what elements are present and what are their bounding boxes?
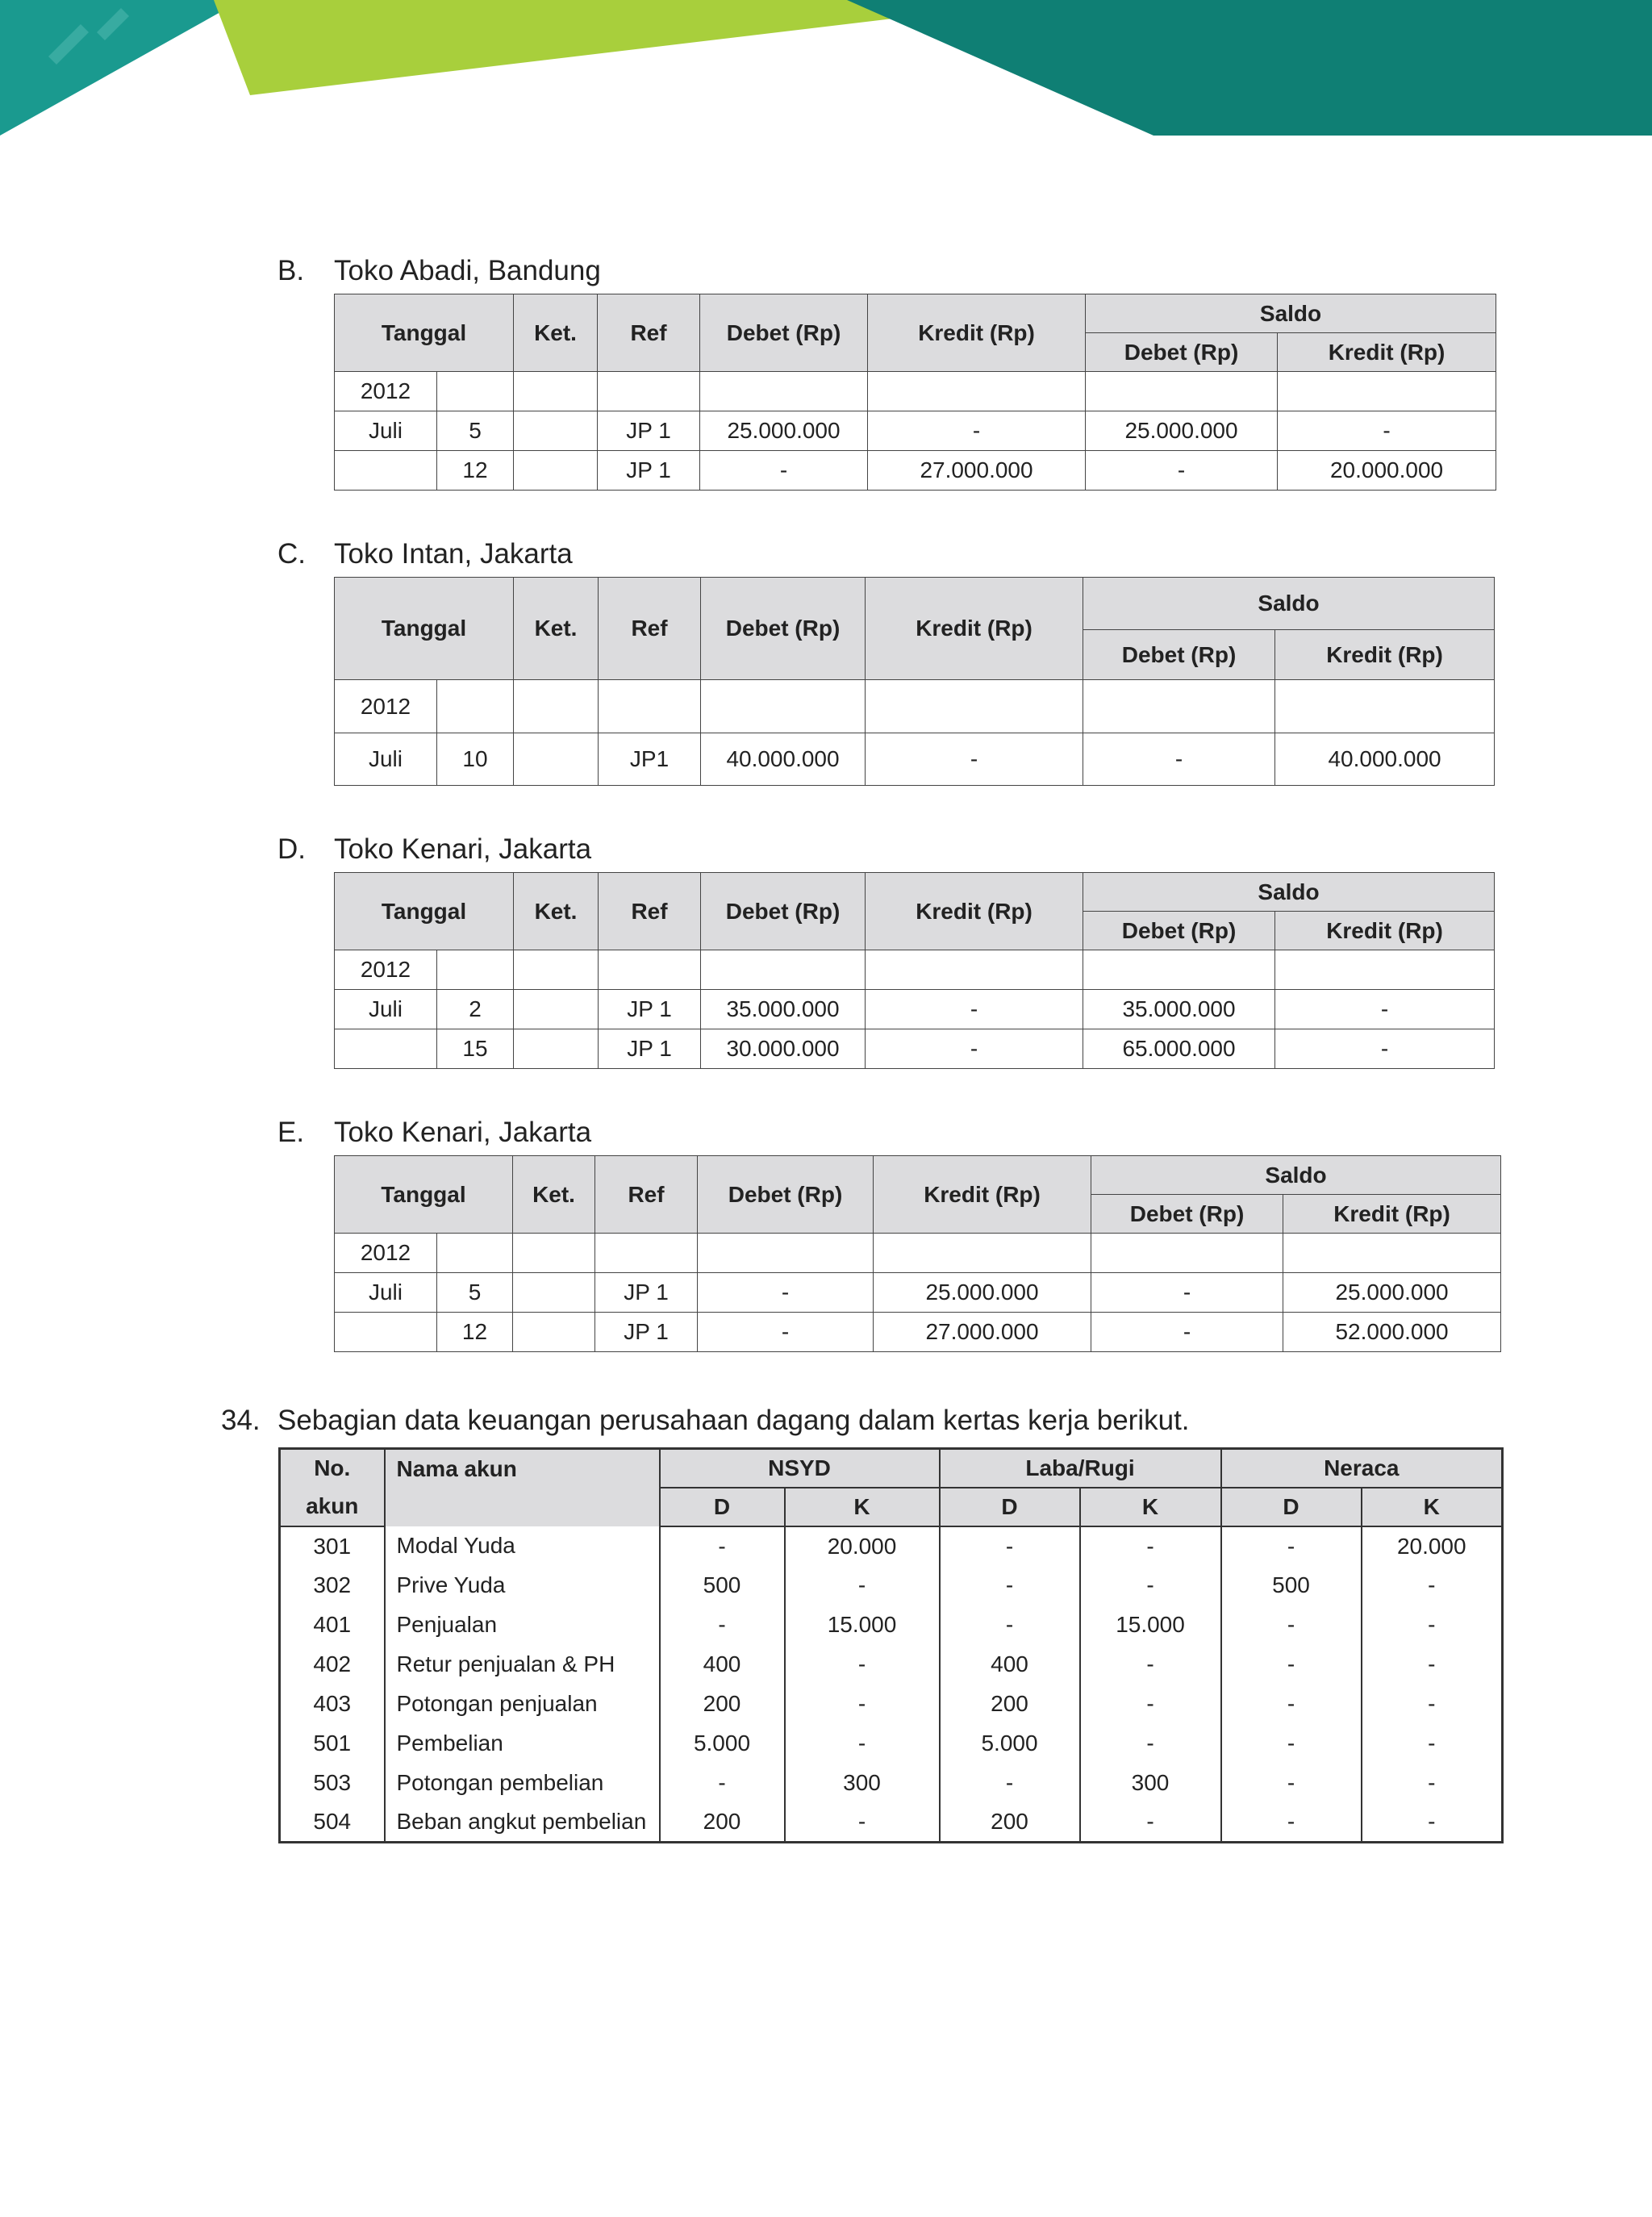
header-neraca: Neraca: [1221, 1449, 1503, 1488]
cell-day: 12: [437, 1313, 513, 1352]
header-kredit: Kredit (Rp): [866, 578, 1083, 680]
ledger-table-b: [334, 294, 1496, 491]
table-row: [280, 1605, 1503, 1645]
cell-nsyd-k: 15.000: [785, 1605, 940, 1645]
cell-ref: JP 1: [595, 1273, 698, 1313]
cell-month: 2012: [335, 680, 437, 733]
cell-saldo-kredit: -: [1275, 990, 1495, 1029]
cell-kredit: 25.000.000: [874, 1273, 1091, 1313]
cell-day: 10: [437, 733, 514, 786]
header-tanggal: Tanggal: [335, 873, 514, 950]
cell-neraca-d: -: [1221, 1685, 1362, 1724]
header-lr-d: D: [940, 1488, 1080, 1526]
cell-month: [335, 451, 437, 491]
cell-saldo-kredit: [1283, 1234, 1501, 1273]
cell-nsyd-k: -: [785, 1803, 940, 1843]
cell-ket: [514, 451, 598, 491]
question-text: Sebagian data keuangan perusahaan dagang dalam kertas kerja berikut.: [277, 1405, 1190, 1436]
cell-ket: [513, 1313, 595, 1352]
table-row: [335, 1273, 1501, 1313]
cell-month: Juli: [335, 990, 437, 1029]
cell-nsyd-k: -: [785, 1724, 940, 1764]
cell-day: 5: [437, 1273, 513, 1313]
header-no: No.: [280, 1449, 385, 1488]
cell-nama: Potongan pembelian: [385, 1764, 660, 1803]
cell-no: 402: [280, 1645, 385, 1685]
cell-nama: Potongan penjualan: [385, 1685, 660, 1724]
cell-nama: Prive Yuda: [385, 1566, 660, 1605]
table-row: [280, 1526, 1503, 1566]
cell-lr-d: -: [940, 1526, 1080, 1566]
cell-month: Juli: [335, 1273, 437, 1313]
cell-kredit: 27.000.000: [874, 1313, 1091, 1352]
cell-nsyd-k: -: [785, 1645, 940, 1685]
cell-ket: [514, 990, 599, 1029]
cell-saldo-debet: 25.000.000: [1086, 411, 1278, 451]
cell-neraca-d: -: [1221, 1764, 1362, 1803]
cell-ref: JP1: [599, 733, 701, 786]
cell-ref: [599, 950, 701, 990]
cell-kredit: [868, 372, 1086, 411]
question-heading: [221, 1405, 1190, 1437]
cell-neraca-d: -: [1221, 1526, 1362, 1566]
cell-ket: [513, 1234, 595, 1273]
cell-nama: Penjualan: [385, 1605, 660, 1645]
cell-month: [335, 1029, 437, 1069]
cell-lr-d: 200: [940, 1803, 1080, 1843]
header-saldo: Saldo: [1083, 873, 1495, 912]
header-kredit: Kredit (Rp): [868, 294, 1086, 372]
cell-ref: [595, 1234, 698, 1273]
cell-kredit: [866, 680, 1083, 733]
cell-debet: 40.000.000: [701, 733, 866, 786]
header-nsyd: NSYD: [660, 1449, 940, 1488]
cell-day: 12: [437, 451, 514, 491]
cell-ket: [514, 372, 598, 411]
table-row: [280, 1685, 1503, 1724]
cell-debet: 30.000.000: [701, 1029, 866, 1069]
cell-no: 504: [280, 1803, 385, 1843]
header-saldo: Saldo: [1091, 1156, 1501, 1195]
cell-kredit: [866, 950, 1083, 990]
section-letter: B.: [277, 255, 305, 286]
cell-saldo-debet: [1083, 680, 1275, 733]
cell-month: 2012: [335, 950, 437, 990]
cell-no: 501: [280, 1724, 385, 1764]
cell-nsyd-d: 200: [660, 1803, 785, 1843]
cell-month: 2012: [335, 1234, 437, 1273]
cell-no: 403: [280, 1685, 385, 1724]
header-saldo-kredit: Kredit (Rp): [1275, 912, 1495, 950]
header-saldo-debet: Debet (Rp): [1083, 912, 1275, 950]
cell-neraca-k: -: [1362, 1724, 1503, 1764]
cell-nsyd-k: -: [785, 1685, 940, 1724]
cell-ket: [514, 950, 599, 990]
cell-nama: Retur penjualan & PH: [385, 1645, 660, 1685]
header-kredit: Kredit (Rp): [866, 873, 1083, 950]
cell-lr-d: -: [940, 1605, 1080, 1645]
cell-lr-k: -: [1080, 1685, 1221, 1724]
cell-nsyd-k: 300: [785, 1764, 940, 1803]
section-letter: E.: [277, 1117, 305, 1148]
cell-day: [437, 372, 514, 411]
header-kredit: Kredit (Rp): [874, 1156, 1091, 1234]
cell-nsyd-k: 20.000: [785, 1526, 940, 1566]
header-ket: Ket.: [514, 873, 599, 950]
cell-nsyd-d: -: [660, 1605, 785, 1645]
banner-dark-teal: [847, 0, 1652, 136]
table-row: [335, 1029, 1495, 1069]
cell-saldo-debet: 65.000.000: [1083, 1029, 1275, 1069]
header-ket: Ket.: [513, 1156, 595, 1234]
cell-kredit: -: [866, 990, 1083, 1029]
table-row: [335, 680, 1495, 733]
cell-nsyd-d: 500: [660, 1566, 785, 1605]
cell-ref: [598, 372, 700, 411]
header-saldo-debet: Debet (Rp): [1086, 333, 1278, 372]
cell-ket: [514, 733, 599, 786]
cell-saldo-kredit: 40.000.000: [1275, 733, 1495, 786]
cell-saldo-debet: -: [1086, 451, 1278, 491]
cell-neraca-k: -: [1362, 1764, 1503, 1803]
cell-lr-d: -: [940, 1566, 1080, 1605]
header-ref: Ref: [598, 294, 700, 372]
cell-day: 2: [437, 990, 514, 1029]
cell-debet: -: [698, 1273, 874, 1313]
header-nsyd-d: D: [660, 1488, 785, 1526]
section-heading-c: [277, 538, 573, 570]
table-row: [280, 1803, 1503, 1843]
cell-no: 401: [280, 1605, 385, 1645]
cell-month: Juli: [335, 733, 437, 786]
section-heading-b: [277, 255, 601, 287]
cell-no: 503: [280, 1764, 385, 1803]
cell-ref: JP 1: [599, 1029, 701, 1069]
cell-nsyd-d: -: [660, 1764, 785, 1803]
cell-no: 301: [280, 1526, 385, 1566]
header-banner: [0, 0, 1652, 137]
cell-debet: [701, 680, 866, 733]
cell-saldo-debet: [1083, 950, 1275, 990]
table-row: [335, 733, 1495, 786]
cell-neraca-d: -: [1221, 1645, 1362, 1685]
cell-kredit: 27.000.000: [868, 451, 1086, 491]
cell-debet: [701, 950, 866, 990]
cell-saldo-kredit: -: [1275, 1029, 1495, 1069]
cell-ket: [514, 411, 598, 451]
cell-saldo-kredit: 25.000.000: [1283, 1273, 1501, 1313]
cell-lr-d: 200: [940, 1685, 1080, 1724]
cell-lr-d: -: [940, 1764, 1080, 1803]
header-nsyd-k: K: [785, 1488, 940, 1526]
header-tanggal: Tanggal: [335, 294, 514, 372]
cell-debet: -: [700, 451, 868, 491]
cell-month: 2012: [335, 372, 437, 411]
section-title: Toko Kenari, Jakarta: [334, 1117, 592, 1148]
table-row: [280, 1724, 1503, 1764]
cell-neraca-k: -: [1362, 1566, 1503, 1605]
cell-nsyd-d: 400: [660, 1645, 785, 1685]
cell-debet: 25.000.000: [700, 411, 868, 451]
cell-debet: -: [698, 1313, 874, 1352]
cell-saldo-debet: -: [1091, 1313, 1283, 1352]
cell-neraca-k: -: [1362, 1685, 1503, 1724]
cell-saldo-debet: [1086, 372, 1278, 411]
cell-debet: 35.000.000: [701, 990, 866, 1029]
header-nama-akun: Nama akun: [385, 1449, 660, 1526]
ledger-table-d: [334, 872, 1495, 1069]
header-ref: Ref: [595, 1156, 698, 1234]
cell-saldo-kredit: -: [1278, 411, 1496, 451]
cell-day: 5: [437, 411, 514, 451]
cell-ket: [513, 1273, 595, 1313]
table-row: [280, 1566, 1503, 1605]
cell-kredit: -: [866, 1029, 1083, 1069]
cell-neraca-d: 500: [1221, 1566, 1362, 1605]
header-debet: Debet (Rp): [701, 578, 866, 680]
header-saldo: Saldo: [1086, 294, 1496, 333]
cell-nama: Modal Yuda: [385, 1526, 660, 1566]
cell-nsyd-d: -: [660, 1526, 785, 1566]
cell-ref: JP 1: [599, 990, 701, 1029]
cell-kredit: -: [868, 411, 1086, 451]
header-ket: Ket.: [514, 294, 598, 372]
header-saldo-debet: Debet (Rp): [1091, 1195, 1283, 1234]
cell-nsyd-d: 5.000: [660, 1724, 785, 1764]
cell-lr-k: 15.000: [1080, 1605, 1221, 1645]
header-neraca-k: K: [1362, 1488, 1503, 1526]
worksheet-table: [278, 1447, 1504, 1843]
cell-saldo-kredit: [1275, 950, 1495, 990]
table-row: [335, 990, 1495, 1029]
header-lr-k: K: [1080, 1488, 1221, 1526]
header-saldo-kredit: Kredit (Rp): [1278, 333, 1496, 372]
cell-ref: JP 1: [598, 451, 700, 491]
header-ket: Ket.: [514, 578, 599, 680]
header-tanggal: Tanggal: [335, 1156, 513, 1234]
ledger-table-c: [334, 577, 1495, 786]
cell-no: 302: [280, 1566, 385, 1605]
cell-saldo-kredit: [1275, 680, 1495, 733]
cell-lr-d: 400: [940, 1645, 1080, 1685]
table-row: [335, 372, 1496, 411]
cell-day: [437, 680, 514, 733]
header-akun: akun: [280, 1488, 385, 1526]
cell-ket: [514, 1029, 599, 1069]
cell-ket: [514, 680, 599, 733]
section-heading-d: [277, 833, 591, 866]
cell-lr-d: 5.000: [940, 1724, 1080, 1764]
cell-neraca-k: -: [1362, 1645, 1503, 1685]
table-row: [335, 451, 1496, 491]
cell-lr-k: -: [1080, 1645, 1221, 1685]
header-tanggal: Tanggal: [335, 578, 514, 680]
section-title: Toko Intan, Jakarta: [334, 538, 573, 570]
cell-ref: [599, 680, 701, 733]
cell-nama: Beban angkut pembelian: [385, 1803, 660, 1843]
section-letter: C.: [277, 538, 306, 570]
header-ref: Ref: [599, 873, 701, 950]
header-saldo-kredit: Kredit (Rp): [1283, 1195, 1501, 1234]
section-title: Toko Kenari, Jakarta: [334, 833, 592, 865]
cell-month: Juli: [335, 411, 437, 451]
cell-nsyd-d: 200: [660, 1685, 785, 1724]
cell-saldo-debet: -: [1083, 733, 1275, 786]
question-number: 34.: [221, 1405, 261, 1436]
cell-lr-k: -: [1080, 1526, 1221, 1566]
cell-neraca-d: -: [1221, 1605, 1362, 1645]
cell-neraca-k: 20.000: [1362, 1526, 1503, 1566]
section-title: Toko Abadi, Bandung: [334, 255, 601, 286]
cell-lr-k: -: [1080, 1724, 1221, 1764]
header-debet: Debet (Rp): [700, 294, 868, 372]
table-row: [280, 1764, 1503, 1803]
header-saldo-debet: Debet (Rp): [1083, 630, 1275, 680]
cell-neraca-d: -: [1221, 1724, 1362, 1764]
cell-ref: JP 1: [595, 1313, 698, 1352]
cell-month: [335, 1313, 437, 1352]
table-row: [335, 1234, 1501, 1273]
cell-debet: [698, 1234, 874, 1273]
cell-ref: JP 1: [598, 411, 700, 451]
cell-lr-k: -: [1080, 1803, 1221, 1843]
cell-kredit: -: [866, 733, 1083, 786]
cell-day: [437, 950, 514, 990]
table-row: [335, 1313, 1501, 1352]
cell-saldo-kredit: 52.000.000: [1283, 1313, 1501, 1352]
header-debet: Debet (Rp): [701, 873, 866, 950]
header-laba-rugi: Laba/Rugi: [940, 1449, 1221, 1488]
header-saldo-kredit: Kredit (Rp): [1275, 630, 1495, 680]
header-ref: Ref: [599, 578, 701, 680]
cell-saldo-debet: -: [1091, 1273, 1283, 1313]
cell-day: 15: [437, 1029, 514, 1069]
section-letter: D.: [277, 833, 306, 865]
table-row: [280, 1645, 1503, 1685]
cell-neraca-k: -: [1362, 1605, 1503, 1645]
cell-kredit: [874, 1234, 1091, 1273]
cell-neraca-d: -: [1221, 1803, 1362, 1843]
header-debet: Debet (Rp): [698, 1156, 874, 1234]
cell-saldo-kredit: [1278, 372, 1496, 411]
cell-saldo-kredit: 20.000.000: [1278, 451, 1496, 491]
cell-day: [437, 1234, 513, 1273]
cell-lr-k: 300: [1080, 1764, 1221, 1803]
header-saldo: Saldo: [1083, 578, 1495, 630]
cell-saldo-debet: 35.000.000: [1083, 990, 1275, 1029]
cell-nsyd-k: -: [785, 1566, 940, 1605]
cell-nama: Pembelian: [385, 1724, 660, 1764]
cell-neraca-k: -: [1362, 1803, 1503, 1843]
section-heading-e: [277, 1117, 591, 1149]
table-row: [335, 411, 1496, 451]
header-neraca-d: D: [1221, 1488, 1362, 1526]
cell-debet: [700, 372, 868, 411]
cell-lr-k: -: [1080, 1566, 1221, 1605]
table-row: [335, 950, 1495, 990]
cell-saldo-debet: [1091, 1234, 1283, 1273]
ledger-table-e: [334, 1155, 1501, 1352]
